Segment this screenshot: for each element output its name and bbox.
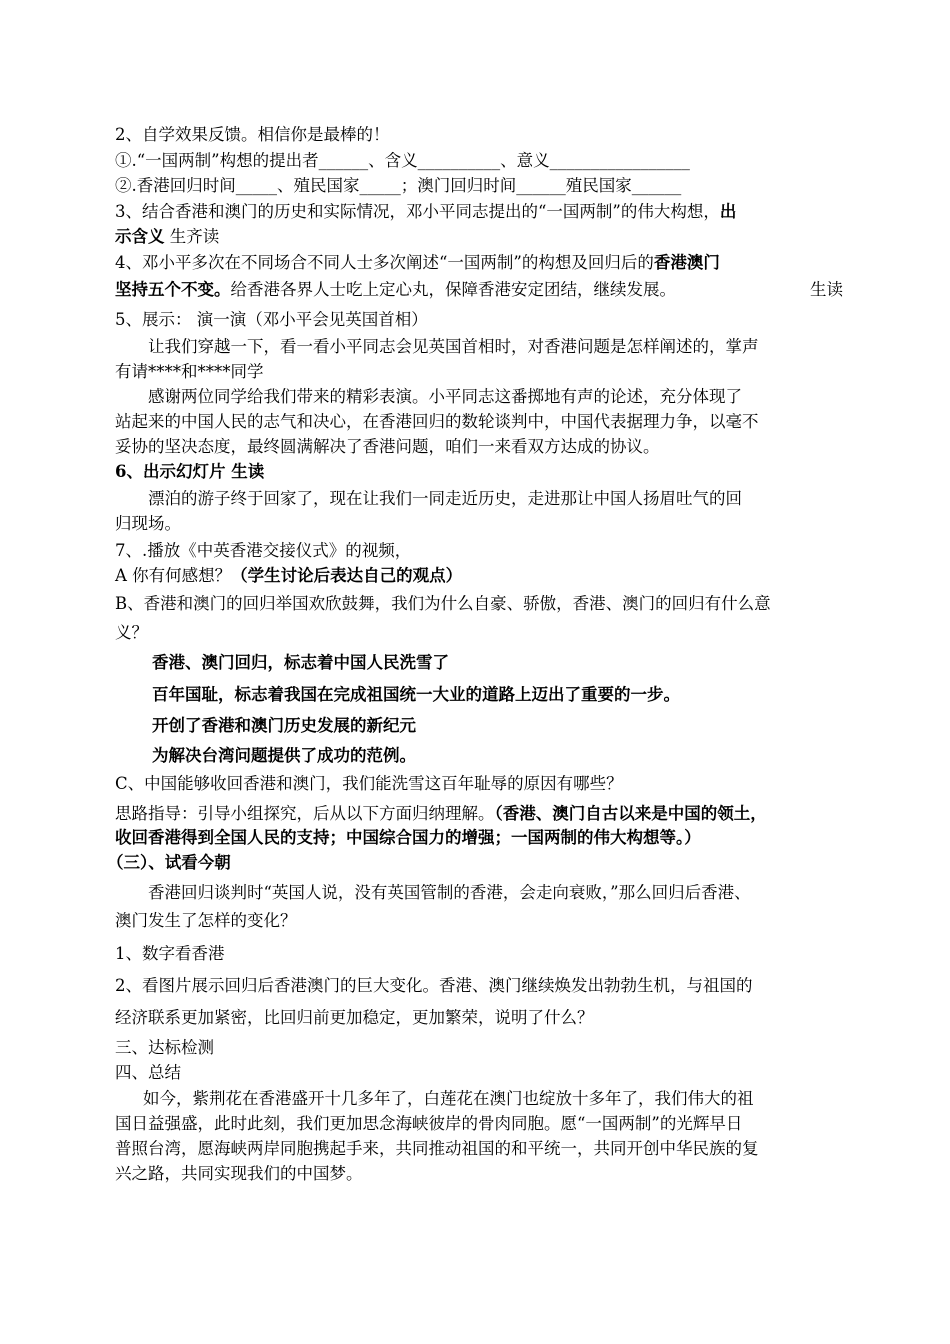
text-line: [115, 251, 720, 275]
text-span-bold: 示含义: [115, 227, 165, 246]
text-line: 5、展示： 演一演（邓小平会见英国首相）: [115, 310, 428, 329]
text-line: 妥协的坚决态度，最终圆满解决了香港问题，咱们一来看双方达成的协议。: [115, 437, 660, 456]
text-line: 漂泊的游子终于回家了，现在让我们一同走近历史，走进那让中国人扬眉吐气的回: [148, 489, 742, 508]
text-span: 给香港各界人士吃上定心丸，保障香港安定团结，继续发展。: [230, 280, 676, 299]
text-line: 2、看图片展示回归后香港澳门的巨大变化。香港、澳门继续焕发出勃勃生机，与祖国的: [115, 976, 753, 995]
text-line: 归现场。: [115, 514, 181, 533]
text-line: 让我们穿越一下，看一看小平同志会见英国首相时，对香港问题是怎样阐述的，掌声: [148, 337, 759, 356]
text-line: 7、.播放《中英香港交接仪式》的视频，: [115, 541, 412, 560]
text-line: [115, 200, 736, 224]
text-line: 普照台湾，愿海峡两岸同胞携起手来，共同推动祖国的和平统一，共同开创中华民族的复: [115, 1139, 759, 1158]
text-line: 收回香港得到全国人民的支持；中国综合国力的增强；一国两制的伟大构想等。）: [115, 828, 701, 847]
text-line: B、香港和澳门的回归举国欢欣鼓舞，我们为什么自豪、骄傲，香港、澳门的回归有什么意: [115, 594, 771, 613]
text-line: C、中国能够收回香港和澳门，我们能洗雪这百年耻辱的原因有哪些？: [115, 774, 623, 793]
text-span: 生齐读: [164, 227, 220, 246]
text-span: A 你有何感想？: [115, 566, 232, 585]
text-line: 三、达标检测: [115, 1038, 214, 1057]
text-span-bold: 出: [719, 202, 737, 221]
text-line: ②.香港回归时间_____、殖民国家_____；澳门回归时间______殖民国家______: [115, 176, 682, 195]
text-span: 生读: [810, 280, 843, 299]
answer-line: 百年国耻，标志着我国在完成祖国统一大业的道路上迈出了重要的一步。: [152, 685, 680, 704]
text-line: 感谢两位同学给我们带来的精彩表演。小平同志这番掷地有声的论述，充分体现了: [148, 387, 742, 406]
text-span: 思路指导：引导小组探究，后从以下方面归纳理解。: [115, 804, 495, 823]
text-line: 香港回归谈判时“英国人说，没有英国管制的香港，会走向衰败，”那么回归后香港、: [148, 883, 751, 902]
section-heading: 6、出示幻灯片 生读: [115, 462, 265, 481]
text-line: 兴之路，共同实现我们的中国梦。: [115, 1164, 363, 1183]
text-line: 2、自学效果反馈。相信你是最棒的！: [115, 125, 390, 144]
text-line: 有请****和****同学: [115, 362, 264, 381]
text-line: 义？: [115, 623, 148, 642]
text-line: [115, 564, 462, 588]
text-span: 4、邓小平多次在不同场合不同人士多次阐述“一国两制”的构想及回归后的: [115, 253, 654, 272]
text-line: [115, 225, 219, 249]
text-span-bold: 坚持五个不变。: [115, 280, 231, 299]
text-line: [115, 802, 767, 826]
text-span-bold: （学生讨论后表达自己的观点）: [231, 566, 463, 585]
text-line: 经济联系更加紧密，比回归前更加稳定，更加繁荣，说明了什么？: [115, 1008, 594, 1027]
text-line: 澳门发生了怎样的变化？: [115, 911, 297, 930]
text-line: 国日益强盛，此时此刻，我们更加思念海峡彼岸的骨肉同胞。愿“一国两制”的光辉早日: [115, 1114, 743, 1133]
section-heading: （三）、试看今朝: [107, 853, 231, 872]
answer-line: 香港、澳门回归，标志着中国人民洗雪了: [152, 653, 449, 672]
text-span-bold: （香港、澳门自古以来是中国的领土，: [494, 804, 767, 823]
text-line: ①.“一国两制”构想的提出者______、含义__________、意义_________________: [115, 151, 690, 170]
text-line: 1、数字看香港: [115, 944, 225, 963]
text-line: [115, 278, 843, 302]
text-line: 站起来的中国人民的志气和决心，在香港回归的数轮谈判中，中国代表据理力争，以毫不: [115, 412, 759, 431]
text-span: 3、结合香港和澳门的历史和实际情况，邓小平同志提出的“一国两制”的伟大构想，: [115, 202, 720, 221]
text-span-bold: 香港澳门: [653, 253, 720, 272]
answer-line: 为解决台湾问题提供了成功的范例。: [152, 746, 416, 765]
text-line: 如今，紫荆花在香港盛开十几多年了，白莲花在澳门也绽放十多年了，我们伟大的祖: [143, 1089, 754, 1108]
answer-line: 开创了香港和澳门历史发展的新纪元: [152, 716, 416, 735]
text-line: 四、总结: [115, 1063, 181, 1082]
